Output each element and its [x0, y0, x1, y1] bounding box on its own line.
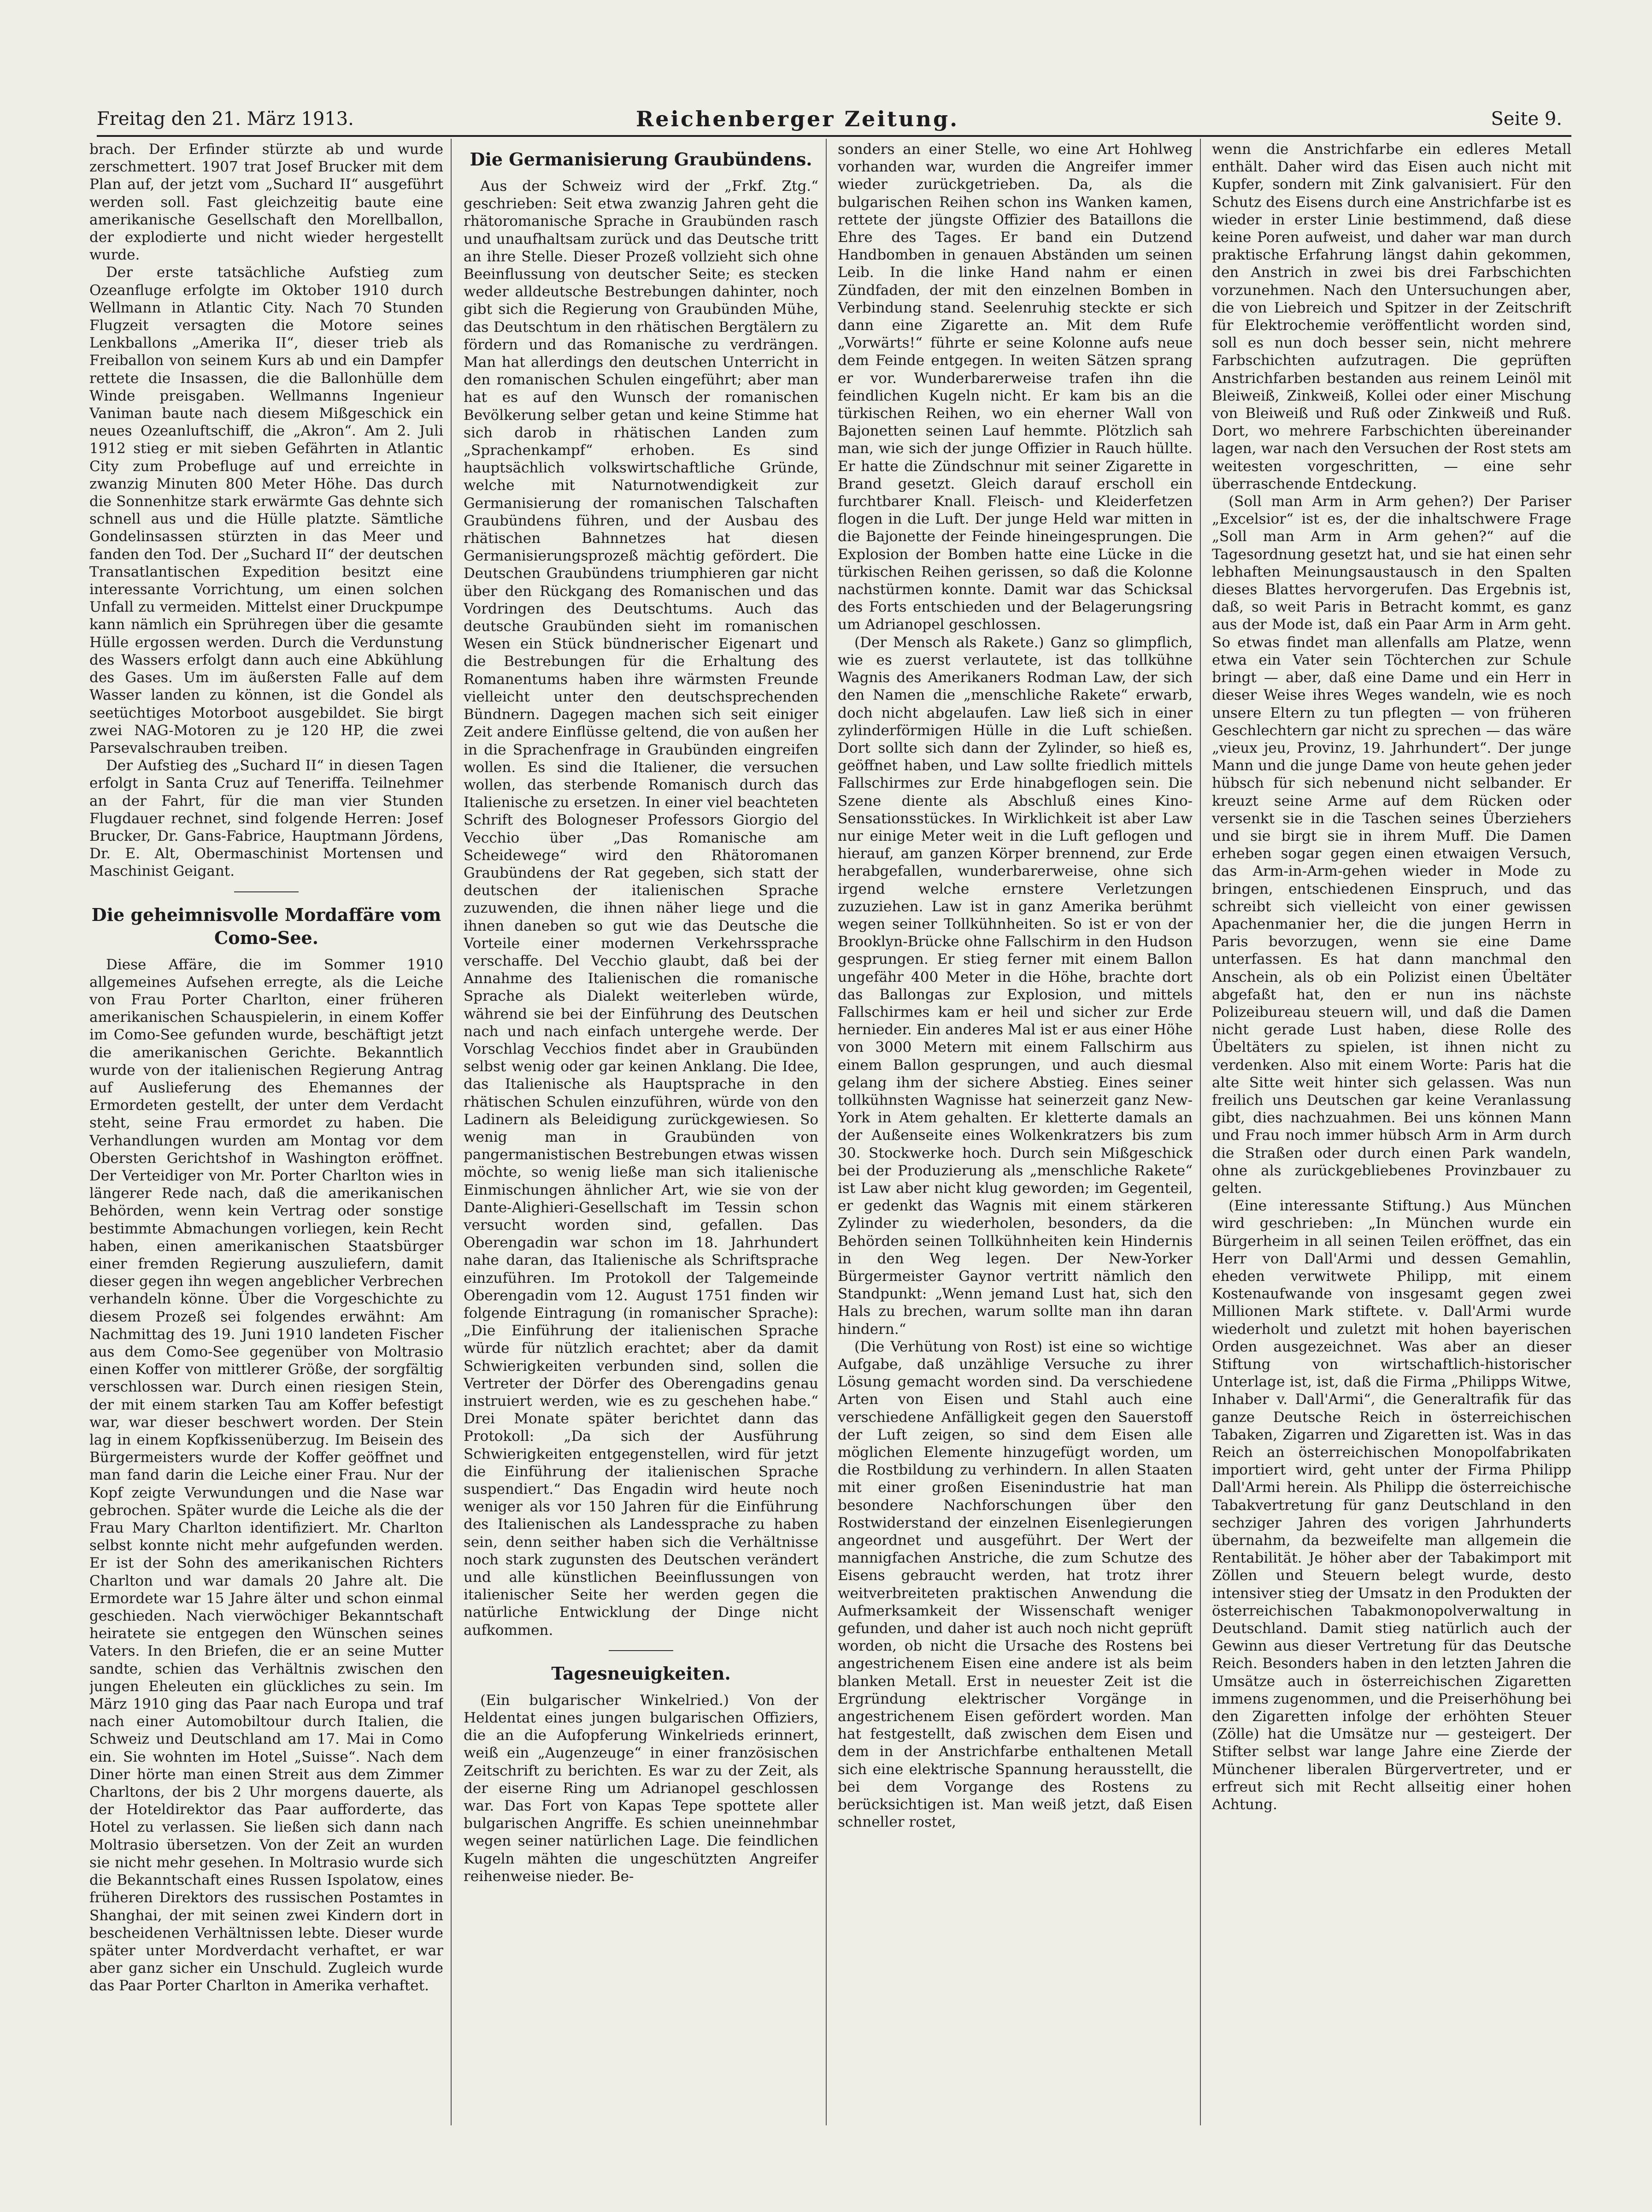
news-item: (Eine interessante Stiftung.) Aus München wird geschrieben: „In München wurde ein Bürgerheim in all seinen Teilen eröffnet, das ein Herr von Dall'Armi und dessen Gemahlin, eheden verwitwete Philipp, mit einem Kostenaufwande von insgesamt gegen zwei Millionen Mark stiftete. v. Dall'Armi wurde wiederholt und zuletzt mit hohen bayerischen Orden ausgezeichnet. Was aber an dieser Stiftung von wirtschaftlich-historischer Unterlage ist, ist, daß die Firma „Philipps Witwe, Inhaber v. Dall'Armi“, die Generaltrafik für das ganze Deutsche Reich in österreichischen Tabaken, Zigarren und Zigaretten ist. Was in das Reich an österreichischen Monopolfabrikaten importiert wird, geht unter der Firma Philipp Dall'Armi herein. Als Philipp die österreichische Tabakvertretung für ganz Deutschland in den sechziger Jahren des vorigen Jahrhunderts übernahm, da bezweifelte man allgemein die Rentabilität. Je höher aber der Tabakimport mit Zöllen und Steuern belegt wurde, desto intensiver stieg der Umsatz in den Produkten der österreichischen Tabakmonopolverwaltung in Deutschland. Damit stieg natürlich auch der Gewinn aus dieser Vertretung für das Deutsche Reich. Besonders haben in den letzten Jahren die Umsätze auch in österreichischen Zigaretten immens zugenommen, und die Preiserhöhung bei den Zigaretten infolge der erhöhten Steuer (Zölle) hat die Umsätze nur — gesteigert. Der Stifter selbst war lange Jahre eine Zierde der Münchener liberalen Bürgervertreter, und er erfreut sich mit Recht allseitig einer hohen Achtung. [1212, 1197, 1571, 1813]
news-item: (Ein bulgarischer Winkelried.) Von der Heldentat eines jungen bulgarischen Offiziers, die an die Aufopferung Winkelrieds erinnert, weiß ein „Augenzeuge“ in einer französischen Zeitschrift zu berichten. Es war zu der Zeit, als der eiserne Ring um Adrianopel geschlossen war. Das Fort von Kapas Tepe spottete aller bulgarischen Angriffe. Es schien uneinnehmbar wegen seiner natürlichen Lage. Die feindlichen Kugeln mähten die ungeschützten Angreifer reihenweise nieder. Be- [464, 1692, 818, 1885]
column-3 [838, 141, 1193, 2123]
section-rule [234, 891, 299, 892]
section-heading: Tagesneuigkeiten. [551, 1663, 731, 1684]
article-paragraph: brach. Der Erfinder stürzte ab und wurde zerschmettert. 1907 trat Josef Brucker mit dem Plan auf, der jetzt vom „Suchard II“ ausgeführt werden soll. Fast gleichzeitig baute eine amerikanische Gesellschaft den Morellballon, der explodierte und nicht wieder hergestellt wurde. [89, 141, 443, 264]
column-divider [1200, 139, 1201, 2125]
column-2 [464, 141, 818, 2123]
column-divider [826, 139, 827, 2125]
article-paragraph: Diese Affäre, die im Sommer 1910 allgemeines Aufsehen erregte, als die Leiche von Frau Porter Charlton, einer früheren amerikanischen Schauspielerin, in einem Koffer im Como-See gefunden wurde, beschäftigt jetzt die amerikanischen Gerichte. Bekanntlich wurde von der italienischen Regierung Antrag auf Auslieferung des Ehemannes der Ermordeten gestellt, der unter dem Verdacht steht, seine Frau ermordet zu haben. Die Verhandlungen wurden am Montag vor dem Obersten Gerichtshof in Washington eröffnet. Der Verteidiger von Mr. Porter Charlton wies in längerer Rede nach, daß die amerikanischen Behörden, wenn kein Vertrag oder sonstige bestimmte Abmachungen vorliegen, kein Recht haben, einen amerikanischen Staatsbürger einer fremden Regierung auszuliefern, damit dieser gegen ihn wegen angeblicher Verbrechen verhandeln könne. Über die Vorgeschichte zu diesem Prozeß sei folgendes erwähnt: Am Nachmittag des 19. Juni 1910 landeten Fischer aus dem Como-See gegenüber von Moltrasio einen Koffer von mittlerer Größe, der sorgfältig verschlossen war. Durch einen riesigen Stein, der mit einem starken Tau am Koffer befestigt war, war dieser beschwert worden. Der Stein lag in einem Kopfkissenüberzug. Im Beisein des Bürgermeisters wurde der Koffer geöffnet und man fand darin die Leiche einer Frau. Nur der Kopf zeigte Verwundungen und die Nase war gebrochen. Später wurde die Leiche als die der Frau Mary Charlton identifiziert. Mr. Charlton selbst konnte nicht mehr aufgefunden werden. Er ist der Sohn des amerikanischen Richters Charlton und war damals 20 Jahre alt. Die Ermordete war 15 Jahre älter und schon einmal geschieden. Nach vierwöchiger Bekanntschaft heiratete sie entgegen den Wünschen seines Vaters. In den Briefen, die er an seine Mutter sandte, schien das Verhältnis zwischen den jungen Eheleuten ein glückliches zu sein. Im März 1910 ging das Paar nach Europa und traf nach einer Automobiltour durch Italien, die Schweiz und Deutschland am 17. Mai in Como ein. Sie wohnten im Hotel „Suisse“. Nach dem Diner hörte man einen Streit aus dem Zimmer Charltons, der bis 2 Uhr morgens dauerte, als der Hoteldirektor das Paar aufforderte, das Hotel zu verlassen. Sie ließen sich dann nach Moltrasio übersetzen. Von der Zeit an wurden sie nicht mehr gesehen. In Moltrasio wurde sich die Bekanntschaft eines Russen Ispolatow, eines früheren Direktors des russischen Postamtes in Shanghai, der mit seinen zwei Kindern dort in bescheidenen Verhältnissen lebte. Dieser wurde später unter Mordverdacht verhaftet, er war aber ganz sicher ein Unschuld. Zugleich wurde das Paar Porter Charlton in Amerika verhaftet. [89, 956, 443, 1994]
newspaper-page [69, 94, 1581, 2146]
page-number: Seite 9. [1491, 108, 1562, 130]
header-rule [97, 135, 1571, 137]
news-item: (Soll man Arm in Arm gehen?) Der Pariser „Excelsior“ ist es, der die inhaltschwere Frage „Soll man Arm in Arm gehen?“ auf die Tagesordnung gesetzt hat, und sie hat einen sehr lebhaften Meinungsaustausch in den Spalten dieses Blattes hervorgerufen. Das Ergebnis ist, daß, so weit Paris in Betracht kommt, es ganz aus der Mode ist, daß ein Paar Arm in Arm geht. So etwas findet man allenfalls am Platze, wenn etwa ein Vater sein Töchterchen zur Schule bringt — aber, daß eine Dame und ein Herr in dieser Weise ihres Weges wandeln, wie es noch unsere Eltern zu tun pflegten — von früheren Geschlechtern gar nicht zu sprechen — das wäre „vieux jeu, Provinz, 19. Jahrhundert“. Der junge Mann und die junge Dame von heute gehen jeder hübsch für sich nebenund nicht selbander. Er kreuzt seine Arme auf dem Rücken oder versenkt sie in die Taschen seines Überziehers und sie birgt sie in ihrem Muff. Die Damen erheben sogar gegen einen etwaigen Versuch, das Arm-in-Arm-gehen wieder in Mode zu bringen, entschiedenen Einspruch, und das schreibt sich vielleicht von einer gewissen Apachenmanier her, die die jungen Herrn in Paris bevorzugen, wenn sie eine Dame unterfassen. Es hat dann manchmal den Anschein, als ob ein Polizist einen Übeltäter abgefaßt hat, den er nun ins nächste Polizeibureau steuern will, und daß die Damen nicht gerade Lust haben, diese Rolle des Übeltäters zu spielen, ist ihnen nicht zu verdenken. Also mit einem Worte: Paris hat die alte Sitte weit hinter sich gelassen. Was nun freilich uns Deutschen gar keine Veranlassung gibt, dies nachzuahmen. Bei uns können Mann und Frau noch immer hübsch Arm in Arm durch die Straßen oder durch einen Park wandeln, ohne als zurückgebliebenes Provinzbauer zu gelten. [1212, 493, 1571, 1197]
section-rule [609, 1650, 673, 1651]
article-paragraph: Der erste tatsächliche Aufstieg zum Ozeanfluge erfolgte im Oktober 1910 durch Wellmann in Atlantic City. Nach 70 Stunden Flugzeit versagten die Motore seines Lenkballons „Amerika II“, dieser trieb als Freiballon von seinem Kurs ab und ein Dampfer rettete die Insassen, die die Ballonhülle dem Winde preisgaben. Wellmanns Ingenieur Vaniman baute nach diesem Mißgeschick ein neues Ozeanluftschiff, die „Akron“. Am 2. Juli 1912 stieg er mit sieben Gefährten in Atlantic City zum Probefluge auf und erreichte in zwanzig Minuten 800 Meter Höhe. Das durch die Sonnenhitze stark erwärmte Gas dehnte sich schnell aus und die Hülle platzte. Sämtliche Gondelinsassen stürzten in das Meer und fanden den Tod. Der „Suchard II“ der deutschen Transatlantischen Expedition besitzt eine interessante Vorrichtung, um einen solchen Unfall zu vermeiden. Mittelst einer Druckpumpe kann nämlich ein Sprühregen über die gesamte Hülle ergossen werden. Durch die Verdunstung des Wassers erfolgt dann auch eine Abkühlung des Gases. Um im äußersten Falle auf dem Wasser landen zu können, ist die Gondel als seetüchtiges Motorboot ausgebildet. Sie birgt zwei NAG-Motoren zu je 120 HP, die zwei Parsevalschrauben treiben. [89, 264, 443, 756]
header-date: Freitag den 21. März 1913. [97, 108, 354, 130]
article-heading: Die Germanisierung Graubündens. [470, 149, 812, 170]
column-4 [1212, 141, 1571, 2123]
article-paragraph: Der Aufstieg des „Suchard II“ in diesen Tagen erfolgt in Santa Cruz auf Teneriffa. Teilnehmer an der Fahrt, für die man vier Stunden Flugdauer rechnet, sind folgende Herren: Josef Brucker, Dr. Gans-Fabrice, Hauptmann Jördens, Dr. E. Alt, Obermaschinist Mortensen und Maschinist Geigant. [89, 757, 443, 880]
news-item: sonders an einer Stelle, wo eine Art Hohlweg vorhanden war, wurden die Angreifer immer wieder zurückgetrieben. Da, als die bulgarischen Reihen schon ins Wanken kamen, rettete der jüngste Offizier des Bataillons die Ehre des Tages. Er band ein Dutzend Handbomben in genauen Abständen um seinen Leib. In die linke Hand nahm er einen Zündfaden, der mit den einzelnen Bomben in Verbindung stand. Seelenruhig steckte er sich dann eine Zigarette an. Mit dem Rufe „Vorwärts!“ führte er seine Kolonne aufs neue dem Feinde entgegen. In weiten Sätzen sprang er vor. Wunderbarerweise trafen ihn die feindlichen Kugeln nicht. Er kam bis an die türkischen Reihen, wo ein eherner Wall von Bajonetten seinen Lauf hemmte. Plötzlich sah man, wie sich der junge Offizier in Rauch hüllte. Er hatte die Zündschnur mit seiner Zigarette in Brand gesetzt. Gleich darauf erscholl ein furchtbarer Knall. Fleisch- und Kleiderfetzen flogen in die Luft. Der junge Held war mitten in die Bajonette der Feinde hineingesprungen. Die Explosion der Bomben hatte eine Lücke in die türkischen Reihen gerissen, so daß die Kolonne nachstürmen konnte. Damit war das Schicksal des Forts entschieden und der Belagerungsring um Adrianopel geschlossen. [838, 141, 1193, 633]
column-divider [451, 139, 452, 2125]
page-header [69, 94, 1581, 136]
news-item: (Die Verhütung von Rost) ist eine so wichtige Aufgabe, daß unzählige Versuche zu ihrer Lösung gemacht worden sind. Da verschiedene Arten von Eisen und Stahl auch eine verschiedene Anfälligkeit gegen den Sauerstoff der Luft zeigen, so sind dem Eisen alle möglichen Elemente hinzugefügt worden, um die Rostbildung zu verhindern. In allen Staaten mit einer großen Eisenindustrie hat man besondere Nachforschungen über den Rostwiderstand der einzelnen Eisenlegierungen angeordnet und ausgeführt. Der Wert der mannigfachen Anstriche, die zum Schutze des Eisens gebraucht werden, hat trotz ihrer weitverbreiteten praktischen Anwendung die Aufmerksamkeit der Wissenschaft weniger gefunden, und daher ist auch noch nicht geprüft worden, ob nicht die Ursache des Rostens bei angestrichenem Eisen eine andere ist als beim blanken Metall. Erst in neuester Zeit ist die Ergründung elektrischer Vorgänge in angestrichenem Eisen gefördert worden. Man hat festgestellt, daß zwischen dem Eisen und dem in der Anstrichfarbe enthaltenen Metall sich eine elektrische Spannung herausstellt, die bei dem Vorgange des Rostens zu berücksichtigen ist. Man weiß jetzt, daß Eisen schneller rostet, [838, 1338, 1193, 1831]
column-1 [89, 141, 443, 2123]
news-item: (Der Mensch als Rakete.) Ganz so glimpflich, wie es zuerst verlautete, ist das tollkühne Wagnis des Amerikaners Rodman Law, der sich den Namen die „menschliche Rakete“ erwarb, doch nicht abgelaufen. Law ließ sich in einer zylinderförmigen Hülle in die Luft schießen. Dort sollte sich dann der Zylinder, so hieß es, geöffnet haben, und Law sollte friedlich mittels Fallschirmes zur Erde hinabgeflogen sein. Die Szene diente als Abschluß eines Kino-Sensationsstückes. In Wirklichkeit ist aber Law nur einige Meter weit in die Luft geflogen und hierauf, am ganzen Körper brennend, zur Erde herabgefallen, wunderbarerweise, ohne sich irgend welche ernstere Verletzungen zuzuziehen. Law ist in ganz Amerika berühmt wegen seiner Tollkühnheiten. So ist er von der Brooklyn-Brücke ohne Fallschirm in den Hudson gesprungen. Er stieg ferner mit einem Ballon ungefähr 400 Meter in die Höhe, brachte dort das Ballongas zur Explosion, und mittels Fallschirmes kam er heil und sicher zur Erde hernieder. Ein anderes Mal ist er aus einer Höhe von 3000 Metern mit einem Fallschirm aus einem Ballon gesprungen, und auch diesmal gelang ihm der sichere Abstieg. Eines seiner tollkühnsten Wagnisse hat seinerzeit ganz New-York in Atem gehalten. Er kletterte damals an der Außenseite eines Wolkenkratzers bis zum 30. Stockwerke hoch. Durch sein Mißgeschick bei der Produzierung als „menschliche Rakete“ ist Law aber nicht klug geworden; im Gegenteil, er gedenkt das Wagnis mit einem stärkeren Zylinder zu wiederholen, besonders, da die Behörden seinen Tollkühnheiten kein Hindernis in den Weg legen. Der New-Yorker Bürgermeister Gaynor vertritt nämlich den Standpunkt: „Wenn jemand Lust hat, sich den Hals zu brechen, warum sollte man ihn daran hindern.“ [838, 634, 1193, 1338]
article-heading: Die geheimnisvolle Mordaffäre vom Como-See. [91, 904, 441, 948]
article-paragraph: Aus der Schweiz wird der „Frkf. Ztg.“ geschrieben: Seit etwa zwanzig Jahren geht die rhätoromanische Sprache in Graubünden rasch und unaufhaltsam zurück und das Deutsche tritt an ihre Stelle. Dieser Prozeß vollzieht sich ohne Beeinflussung von deutscher Seite; es stecken weder alldeutsche Bestrebungen dahinter, noch gibt sich die Regierung von Graubünden Mühe, das Deutschtum in den rhätischen Bergtälern zu fördern und das Romanische zu verdrängen. Man hat allerdings den deutschen Unterricht in den romanischen Schulen eingeführt; aber man hat es auf den Wunsch der romanischen Bevölkerung selber getan und keine Stimme hat sich darob in rhätischen Landen zum „Sprachenkampf“ erhoben. Es sind hauptsächlich volkswirtschaftliche Gründe, welche mit Naturnotwendigkeit zur Germanisierung der romanischen Talschaften Graubündens führen, und der Ausbau des rhätischen Bahnnetzes hat diesen Germanisierungsprozeß mächtig gefördert. Die Deutschen Graubündens triumphieren gar nicht über den Rückgang des Romanischen und das Vordringen des Deutschtums. Auch das deutsche Graubünden sieht im romanischen Wesen ein Stück bündnerischer Eigenart und die Bestrebungen für die Erhaltung des Romanentums haben ihre wärmsten Freunde vielleicht unter den deutschsprechenden Bündnern. Dagegen machen sich seit einiger Zeit andere Einflüsse geltend, die von außen her in die Sprachenfrage in Graubünden eingreifen wollen. Es sind die Italiener, die versuchen wollen, das sterbende Romanisch durch das Italienische zu ersetzen. In einer viel beachteten Schrift des Bologneser Professors Giorgio del Vecchio über „Das Romanische am Scheidewege“ wird den Rhätoromanen Graubündens der Rat gegeben, sich statt der deutschen der italienischen Sprache zuzuwenden, die ihnen näher liege und die ihnen daneben so gut wie das Deutsche die Vorteile einer modernen Verkehrssprache verschaffe. Del Vecchio glaubt, daß bei der Annahme des Italienischen die romanische Sprache als Dialekt weiterleben würde, während sie bei der Einführung des Deutschen nach und nach einfach untergehe werde. Der Vorschlag Vecchios findet aber in Graubünden selbst wenig oder gar keinen Anklang. Die Idee, das Italienische als Hauptsprache in den rhätischen Schulen einzuführen, würde von den Ladinern als Beleidigung zurückgewiesen. So wenig man in Graubünden von pangermanistischen Bestrebungen etwas wissen möchte, so wenig ließe man sich italienische Einmischungen ähnlicher Art, wie sie von der Dante-Alighieri-Gesellschaft im Tessin schon versucht worden sind, gefallen. Das Oberengadin war schon im 18. Jahrhundert nahe daran, das Italienische als Schriftsprache einzuführen. Im Protokoll der Talgemeinde Oberengadin vom 12. August 1751 finden wir folgende Eintragung (in romanischer Sprache): „Die Einführung der italienischen Sprache würde für nützlich erachtet; aber da damit Schwierigkeiten verbunden sind, sollen die Vertreter der Dörfer des Oberengadins genau instruiert werden, wie es zu geschehen habe.“ Drei Monate später berichtet dann das Protokoll: „Da sich der Ausführung Schwierigkeiten entgegenstellen, wird für jetzt die Einführung der italienischen Sprache suspendiert.“ Das Engadin wird heute noch weniger als vor 150 Jahren für die Einführung des Italienischen als Landessprache zu haben sein, denn seither haben sich die Verhältnisse noch stark zugunsten des Deutschen verändert und alle künstlichen Beeinflussungen von italienischer Seite her werden gegen die natürliche Entwicklung der Dinge nicht aufkommen. [464, 178, 818, 1639]
news-item: wenn die Anstrichfarbe ein edleres Metall enthält. Daher wird das Eisen auch nicht mit Kupfer, sondern mit Zink galvanisiert. Für den Schutz des Eisens durch eine Anstrichfarbe ist es wieder in erster Linie bestimmend, daß diese keine Poren aufweist, und daher war man durch praktische Erfahrung längst dahin gekommen, den Anstrich in zwei bis drei Farbschichten vorzunehmen. Nach den Untersuchungen aber, die von Liebreich und Spitzer in der Zeitschrift für Elektrochemie veröffentlicht worden sind, soll es nun doch besser sein, nicht mehrere Farbschichten aufzutragen. Die geprüften Anstrichfarben bestanden aus reinem Leinöl mit Bleiweiß, Zinkweiß, Kollei oder einer Mischung von Bleiweiß und Ruß oder Zinkweiß und Ruß. Dort, wo mehrere Farbschichten übereinander lagen, war nach den Versuchen der Rost stets am weitesten vorgeschritten, — eine sehr überraschende Entdeckung. [1212, 141, 1571, 492]
newspaper-title: Reichenberger Zeitung. [636, 106, 959, 131]
